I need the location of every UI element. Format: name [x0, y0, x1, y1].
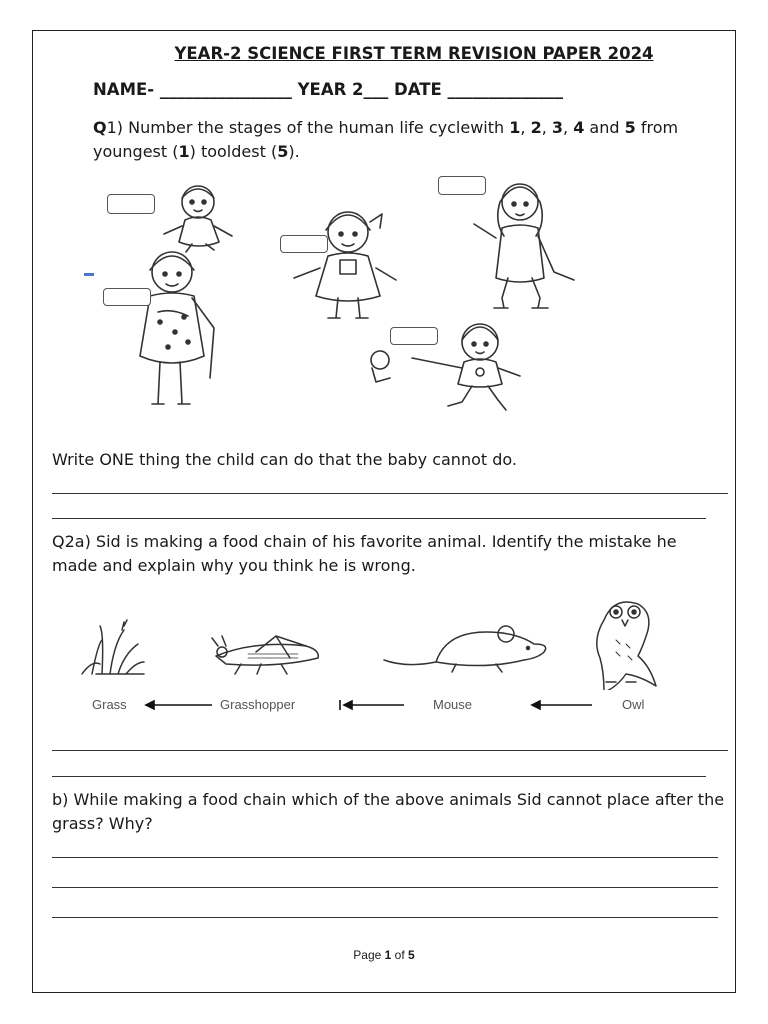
stage-number-box-teenager[interactable]	[438, 176, 486, 195]
life-cycle-illustration	[80, 172, 620, 412]
stage-number-box-toddler[interactable]	[390, 327, 438, 345]
stage-number-box-adult[interactable]	[103, 288, 151, 306]
owl-icon	[597, 602, 656, 690]
name-year-date-line: NAME- ________________ YEAR 2___ DATE ______________	[93, 80, 563, 99]
food-chain-label-owl: Owl	[622, 697, 645, 712]
answer-line[interactable]	[52, 518, 706, 519]
grasshopper-icon	[212, 636, 318, 674]
mouse-icon	[384, 626, 546, 672]
question-1: Q1) Number the stages of the human life cyclewith 1, 2, 3, 4 and 5 from youngest (1) tooldest (5).	[93, 118, 679, 161]
adult-figure	[140, 252, 214, 404]
page-footer: Page 1 of 5	[353, 948, 415, 962]
question-2a: Q2a) Sid is making a food chain of his favorite animal. Identify the mistake he made and explain why you think he is wrong.	[52, 532, 677, 575]
answer-line[interactable]	[52, 750, 728, 751]
food-chain-label-grasshopper: Grasshopper	[220, 697, 296, 712]
stage-number-box-baby[interactable]	[107, 194, 155, 214]
food-chain-label-grass: Grass	[92, 697, 127, 712]
answer-line[interactable]	[52, 917, 718, 918]
food-chain-label-mouse: Mouse	[433, 697, 473, 712]
answer-line[interactable]	[52, 857, 718, 858]
grass-icon	[82, 620, 144, 674]
food-chain-illustration	[76, 590, 696, 690]
answer-line[interactable]	[52, 887, 718, 888]
small-marker	[84, 273, 94, 276]
baby-figure	[164, 186, 232, 252]
question-2b: b) While making a food chain which of the above animals Sid cannot place after the grass? Why?	[52, 790, 725, 833]
q1-followup-text: Write ONE thing the child can do that the baby cannot do.	[52, 450, 517, 469]
answer-line[interactable]	[52, 776, 706, 777]
teenager-figure	[474, 184, 574, 308]
child-figure	[294, 212, 396, 318]
stage-number-box-child[interactable]	[280, 235, 328, 253]
food-chain-arrows-row	[140, 698, 610, 712]
answer-line[interactable]	[52, 493, 728, 494]
page-title: YEAR-2 SCIENCE FIRST TERM REVISION PAPER 2024	[174, 44, 654, 63]
